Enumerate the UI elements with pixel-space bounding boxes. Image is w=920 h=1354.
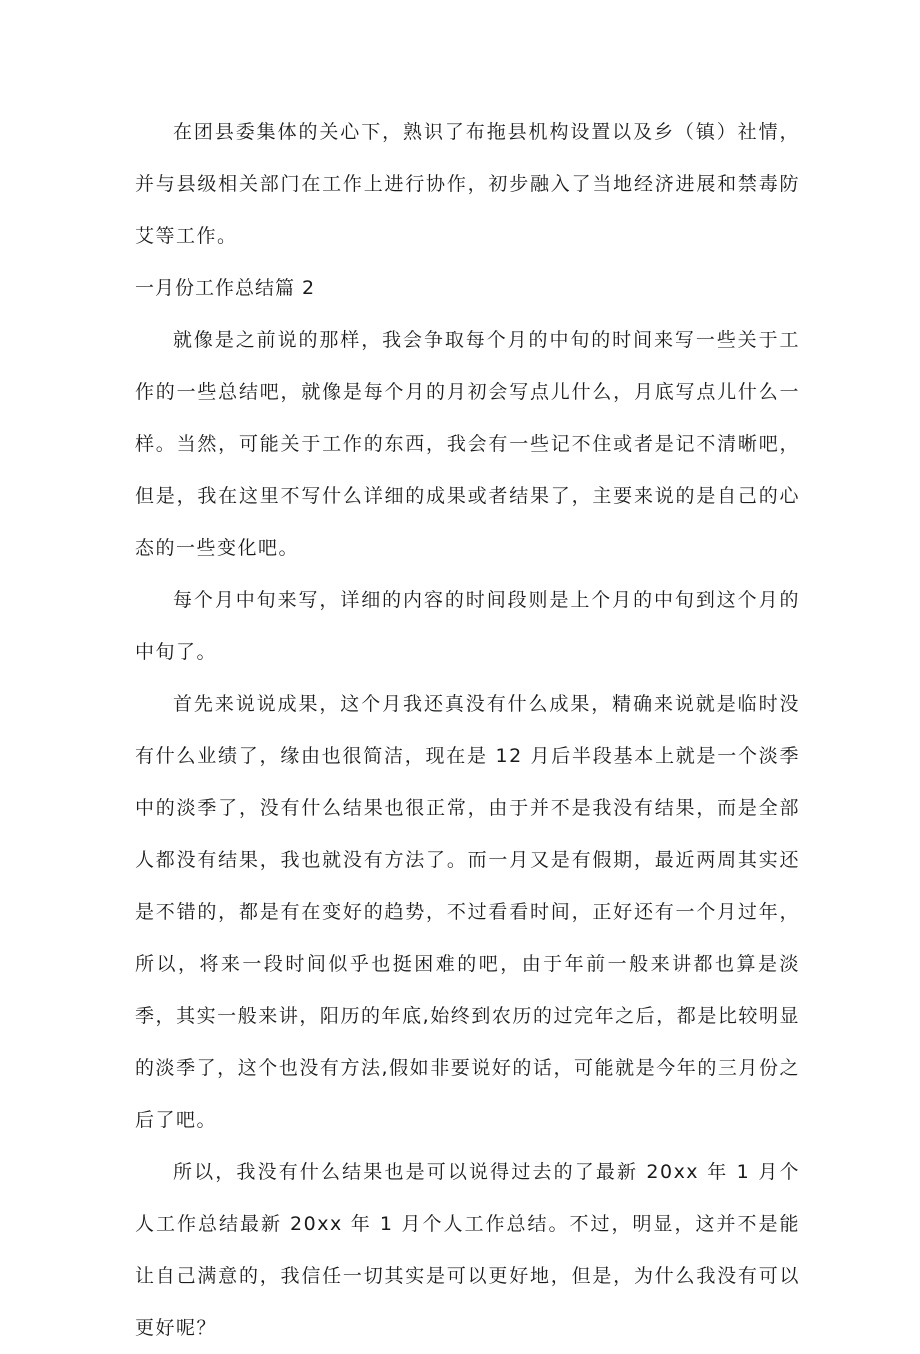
paragraph-4: 首先来说说成果，这个月我还真没有什么成果，精确来说就是临时没有什么业绩了，缘由也很简洁，现在是 12 月后半段基本上就是一个淡季中的淡季了，没有什么结果也很正常，由于并不是我没有结果，而是全部人都没有结果，我也就没有方法了。而一月又是有假期，最近两周其实还是不错的，都是有在变好的趋势，不过看看时间，正好还有一个月过年，所以，将来一段时间似乎也挺困难的吧，由于年前一般来讲都也算是淡季，其实一般来讲，阳历的年底,始终到农历的过完年之后，都是比较明显的淡季了，这个也没有方法,假如非要说好的话，可能就是今年的三月份之后了吧。 (135, 693, 800, 1131)
paragraph-2: 就像是之前说的那样，我会争取每个月的中旬的时间来写一些关于工作的一些总结吧，就像是每个月的月初会写点儿什么，月底写点儿什么一样。当然，可能关于工作的东西，我会有一些记不住或者是记不清晰吧，但是，我在这里不写什么详细的成果或者结果了，主要来说的是自己的心态的一些变化吧。 (135, 329, 800, 559)
document-body (135, 106, 800, 1354)
paragraph-5: 所以，我没有什么结果也是可以说得过去的了最新 20xx 年 1 月个人工作总结最新 20xx 年 1 月个人工作总结。不过，明显，这并不是能让自己满意的，我信任一切其实是可以更好地，但是，为什么我没有可以更好呢？ (135, 1161, 800, 1339)
paragraph-3: 每个月中旬来写，详细的内容的时间段则是上个月的中旬到这个月的中旬了。 (135, 589, 800, 663)
paragraph-1: 在团县委集体的关心下，熟识了布拖县机构设置以及乡（镇）社情，并与县级相关部门在工作上进行协作，初步融入了当地经济进展和禁毒防艾等工作。 (135, 121, 800, 247)
section-heading: 一月份工作总结篇 2 (135, 277, 316, 299)
